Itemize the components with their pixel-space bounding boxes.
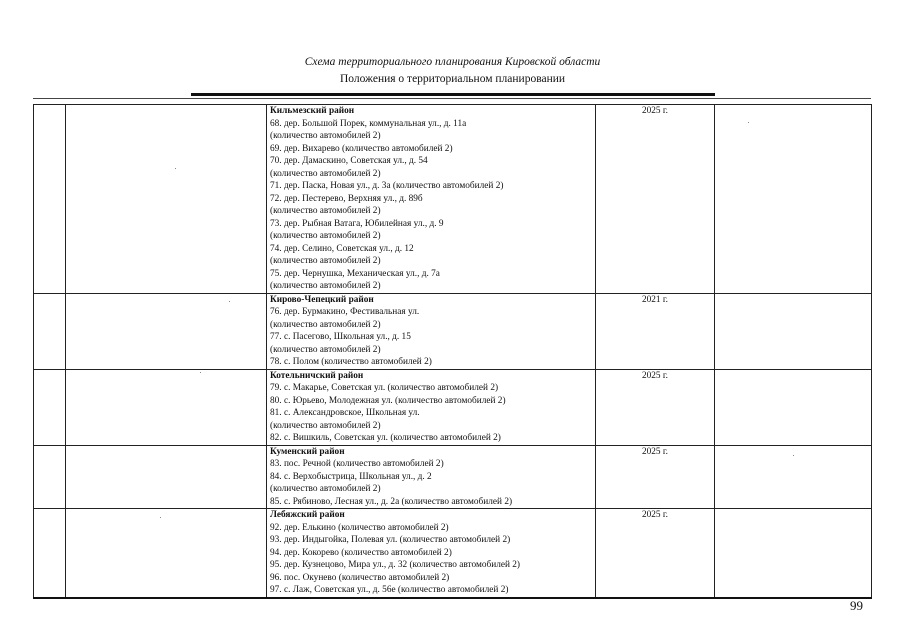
location-entry: 78. с. Полом (количество автомобилей 2) bbox=[270, 357, 432, 367]
table-cell-empty bbox=[34, 509, 66, 598]
location-entry: 92. дер. Елькино (количество автомобилей 2) bbox=[270, 522, 449, 533]
location-entry: 96. пос. Окунево (количество автомобилей 2) bbox=[270, 572, 450, 583]
table-cell-empty bbox=[715, 293, 872, 369]
year-cell: 2025 г. bbox=[596, 369, 715, 445]
document-header-subtitle: Положения о территориальном планировании bbox=[339, 73, 566, 85]
year-cell: 2025 г. bbox=[596, 105, 715, 294]
location-entry: 94. дер. Кокорево (количество автомобилей 2) bbox=[270, 547, 452, 558]
header-rule-thick bbox=[191, 93, 715, 96]
location-entry: 82. с. Вишкиль, Советская ул. (количество автомобилей 2) bbox=[270, 433, 501, 443]
table-cell-empty bbox=[66, 509, 267, 598]
table-row bbox=[34, 105, 872, 294]
district-name: Лебяжский район bbox=[270, 510, 345, 520]
table-cell-empty bbox=[34, 293, 66, 369]
scan-speck bbox=[793, 455, 794, 456]
location-entry: 79. с. Макарье, Советская ул. (количество автомобилей 2) bbox=[270, 383, 499, 393]
scan-speck bbox=[200, 372, 201, 373]
table-cell-empty bbox=[66, 445, 267, 509]
scan-speck bbox=[175, 168, 176, 169]
location-entry: (количество автомобилей 2) bbox=[270, 131, 381, 141]
table-cell-empty bbox=[715, 509, 872, 598]
location-entry: 76. дер. Бурмакино, Фестивальная ул. bbox=[270, 307, 420, 317]
table-row bbox=[34, 445, 872, 509]
location-entry: 70. дер. Дамаскино, Советская ул., д. 54 bbox=[270, 156, 428, 166]
header-rule-thin bbox=[33, 98, 871, 99]
location-entry: (количество автомобилей 2) bbox=[270, 206, 381, 216]
location-entry: 74. дер. Селино, Советская ул., д. 12 bbox=[270, 243, 414, 254]
location-entry: 73. дер. Рыбная Ватага, Юбилейная ул., д. 9 bbox=[270, 218, 444, 229]
district-name: Кирово-Чепецкий район bbox=[270, 294, 374, 305]
location-entry: (количество автомобилей 2) bbox=[270, 281, 381, 291]
location-entry: 84. с. Верхобыстрица, Школьная ул., д. 2 bbox=[270, 471, 432, 482]
scan-speck bbox=[229, 301, 230, 302]
location-entry: 95. дер. Кузнецово, Мира ул., д. 32 (количество автомобилей 2) bbox=[270, 560, 521, 570]
location-entry: 72. дер. Пестерево, Верхняя ул., д. 89б bbox=[270, 193, 423, 204]
table-row bbox=[34, 293, 872, 369]
location-entry: 80. с. Юрьево, Молодежная ул. (количество автомобилей 2) bbox=[270, 395, 506, 406]
year-cell: 2025 г. bbox=[596, 509, 715, 598]
location-entry: 81. с. Александровское, Школьная ул. bbox=[270, 408, 420, 418]
district-cell bbox=[267, 105, 596, 294]
location-entry: 97. с. Лаж, Советская ул., д. 56е (количество автомобилей 2) bbox=[270, 585, 509, 595]
table-cell-empty bbox=[34, 105, 66, 294]
table-cell-empty bbox=[34, 369, 66, 445]
scan-speck bbox=[160, 517, 161, 518]
location-entry: 71. дер. Паска, Новая ул., д. 3а (количество автомобилей 2) bbox=[270, 181, 504, 191]
location-entry: (количество автомобилей 2) bbox=[270, 420, 381, 431]
page-number: 99 bbox=[850, 598, 863, 613]
location-entry: 77. с. Пасегово, Школьная ул., д. 15 bbox=[270, 332, 411, 342]
location-entry: (количество автомобилей 2) bbox=[270, 344, 381, 355]
location-entry: 83. пос. Речной (количество автомобилей 2) bbox=[270, 459, 444, 469]
district-cell bbox=[267, 369, 596, 445]
location-entry: 69. дер. Вихарево (количество автомобилей 2) bbox=[270, 143, 453, 154]
location-entry: (количество автомобилей 2) bbox=[270, 319, 381, 330]
location-entry: (количество автомобилей 2) bbox=[270, 168, 381, 179]
location-entry: (количество автомобилей 2) bbox=[270, 256, 381, 266]
table-cell-empty bbox=[66, 293, 267, 369]
table-cell-empty bbox=[66, 105, 267, 294]
district-cell bbox=[267, 445, 596, 509]
location-entry: 75. дер. Чернушка, Механическая ул., д. 7а bbox=[270, 268, 440, 279]
location-entry: (количество автомобилей 2) bbox=[270, 484, 381, 494]
scan-speck bbox=[748, 122, 749, 123]
district-name: Котельничский район bbox=[270, 370, 364, 381]
location-entry: 68. дер. Большой Порек, коммунальная ул., д. 11а bbox=[270, 118, 467, 129]
year-cell: 2021 г. bbox=[596, 293, 715, 369]
location-entry: (количество автомобилей 2) bbox=[270, 231, 381, 241]
location-entry: 85. с. Рябиново, Лесная ул., д. 2а (количество автомобилей 2) bbox=[270, 496, 513, 507]
planning-table bbox=[33, 104, 872, 599]
district-name: Кильмезский район bbox=[270, 106, 355, 116]
table-cell-empty bbox=[715, 369, 872, 445]
year-cell: 2025 г. bbox=[596, 445, 715, 509]
location-entry: 93. дер. Индыгойка, Полевая ул. (количество автомобилей 2) bbox=[270, 535, 511, 545]
district-cell bbox=[267, 509, 596, 598]
table-cell-empty bbox=[34, 445, 66, 509]
table-cell-empty bbox=[66, 369, 267, 445]
district-name: Куменский район bbox=[270, 446, 345, 457]
district-cell bbox=[267, 293, 596, 369]
table-cell-empty bbox=[715, 105, 872, 294]
table-row bbox=[34, 509, 872, 598]
document-header-title: Схема территориального планирования Кировской области bbox=[304, 56, 601, 68]
table-row bbox=[34, 369, 872, 445]
